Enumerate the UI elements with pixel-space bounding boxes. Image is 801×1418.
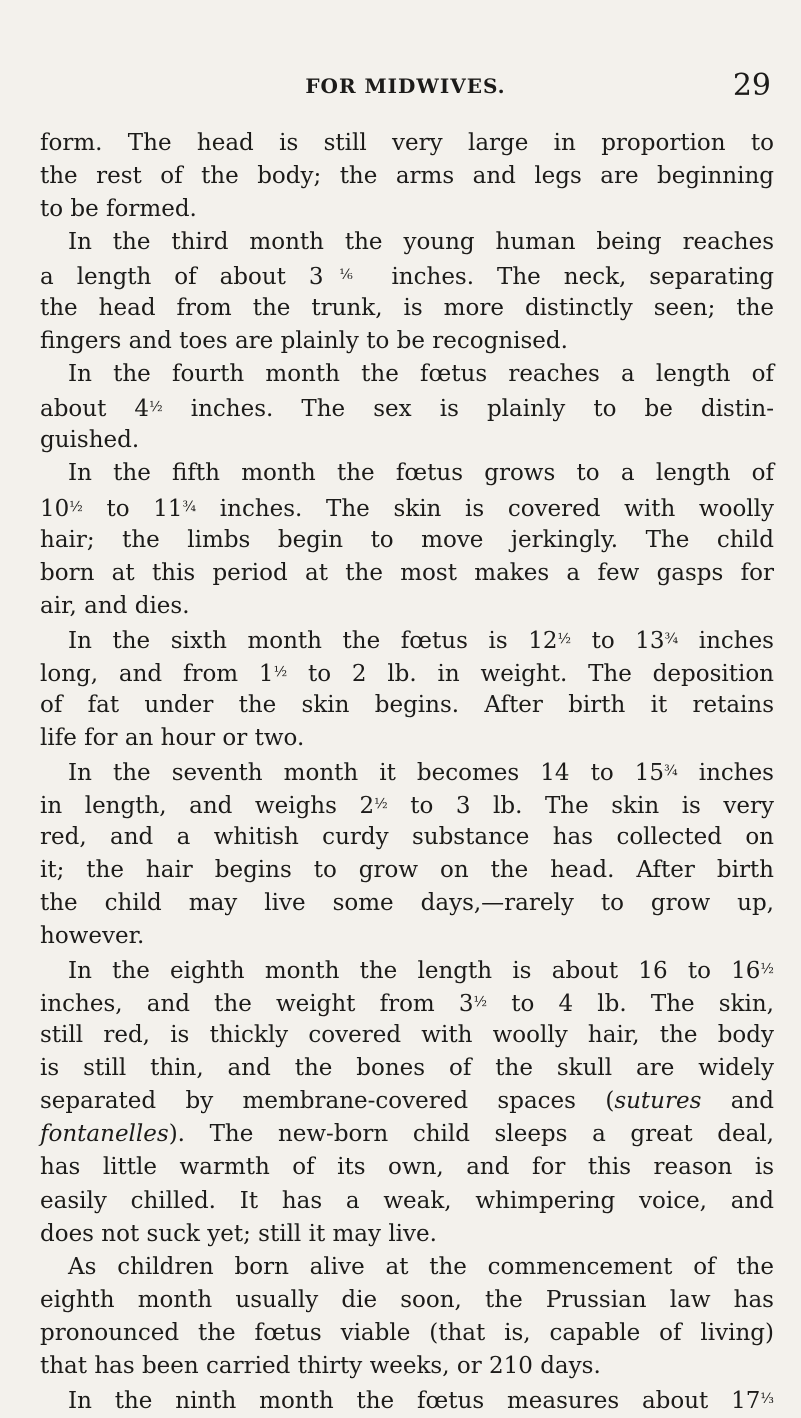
- text-line: inches, and the weight from $3^{\frac{1}{2}}$ to 4 lb. The skin,: [40, 991, 774, 1018]
- text-line: fingers and toes are plainly to be recognised.: [40, 328, 568, 355]
- text-line: long, and from $1^{\frac{1}{2}}$ to 2 lb. in weight. The deposition: [40, 660, 774, 687]
- text-line: guished.: [40, 427, 140, 454]
- text-line: the head from the trunk, is more distinctly seen; the: [40, 295, 774, 322]
- text-line: hair; the limbs begin to move jerkingly. The child: [40, 526, 774, 553]
- text-line: In the seventh month it becomes 14 to $15^{\frac{3}{4}}$ inches: [68, 759, 774, 786]
- body-text: [40, 127, 774, 1416]
- text-line: born at this period at the most makes a few gasps for: [40, 559, 774, 586]
- text-line: In the fourth month the fœtus reaches a length of: [68, 361, 774, 388]
- text-line: As children born alive at the commencement of the: [68, 1253, 774, 1280]
- text-line: is still thin, and the bones of the skull are widely: [40, 1055, 774, 1082]
- text-line: easily chilled. It has a weak, whimpering voice, and: [40, 1187, 774, 1214]
- text-line: In the sixth month the fœtus is $12^{\frac{1}{2}}$ to $13^{\frac{3}{4}}$ inches: [68, 627, 774, 654]
- text-line: In the eighth month the length is about 16 to $16^{\frac{1}{2}}$: [68, 958, 774, 985]
- text-line: $10^{\frac{1}{2}}$ to $11^{\frac{3}{4}}$ inches. The skin is covered with woolly: [40, 495, 775, 522]
- text-line: does not suck yet; still it may live.: [40, 1220, 437, 1247]
- running-title: FOR MIDWIVES.: [305, 74, 506, 98]
- text-line: In the third month the young human being reaches: [68, 229, 774, 256]
- text-line: the rest of the body; the arms and legs are beginning: [40, 163, 774, 190]
- text-line: about $4^{\frac{1}{2}}$ inches. The sex is plainly to be distin-: [40, 396, 774, 423]
- text-line: form. The head is still very large in proportion to: [40, 130, 774, 156]
- text-line: separated by membrane-covered spaces (sutures and: [40, 1088, 775, 1115]
- text-line: still red, is thickly covered with woolly hair, the body: [40, 1022, 774, 1049]
- text-line: a length of about $3^{\frac{1}{6}}$ inches. The neck, separating: [40, 264, 774, 291]
- page-number: 29: [732, 68, 771, 103]
- text-line: has little warmth of its own, and for this reason is: [40, 1154, 774, 1181]
- text-line: air, and dies.: [40, 592, 190, 619]
- page-header: [40, 68, 771, 104]
- text-line: of fat under the skin begins. After birth it retains: [40, 691, 774, 718]
- text-line: to be formed.: [40, 196, 197, 223]
- text-line: in length, and weighs $2^{\frac{1}{2}}$ to 3 lb. The skin is very: [40, 792, 774, 819]
- text-line: red, and a whitish curdy substance has collected on: [40, 823, 774, 850]
- text-line: In the fifth month the fœtus grows to a length of: [68, 460, 774, 487]
- text-line: life for an hour or two.: [40, 724, 305, 751]
- text-line: pronounced the fœtus viable (that is, capable of living): [40, 1319, 774, 1346]
- text-line: that has been carried thirty weeks, or 210 days.: [40, 1352, 601, 1379]
- text-line: however.: [40, 923, 145, 950]
- text-line: it; the hair begins to grow on the head. After birth: [40, 857, 774, 884]
- text-line: the child may live some days,—rarely to grow up,: [40, 890, 774, 917]
- text-line: fontanelles). The new-born child sleeps a great deal,: [40, 1121, 774, 1148]
- text-line: eighth month usually die soon, the Prussian law has: [40, 1286, 774, 1313]
- text-line: In the ninth month the fœtus measures about $17^{\frac{1}{3}}$: [68, 1387, 774, 1414]
